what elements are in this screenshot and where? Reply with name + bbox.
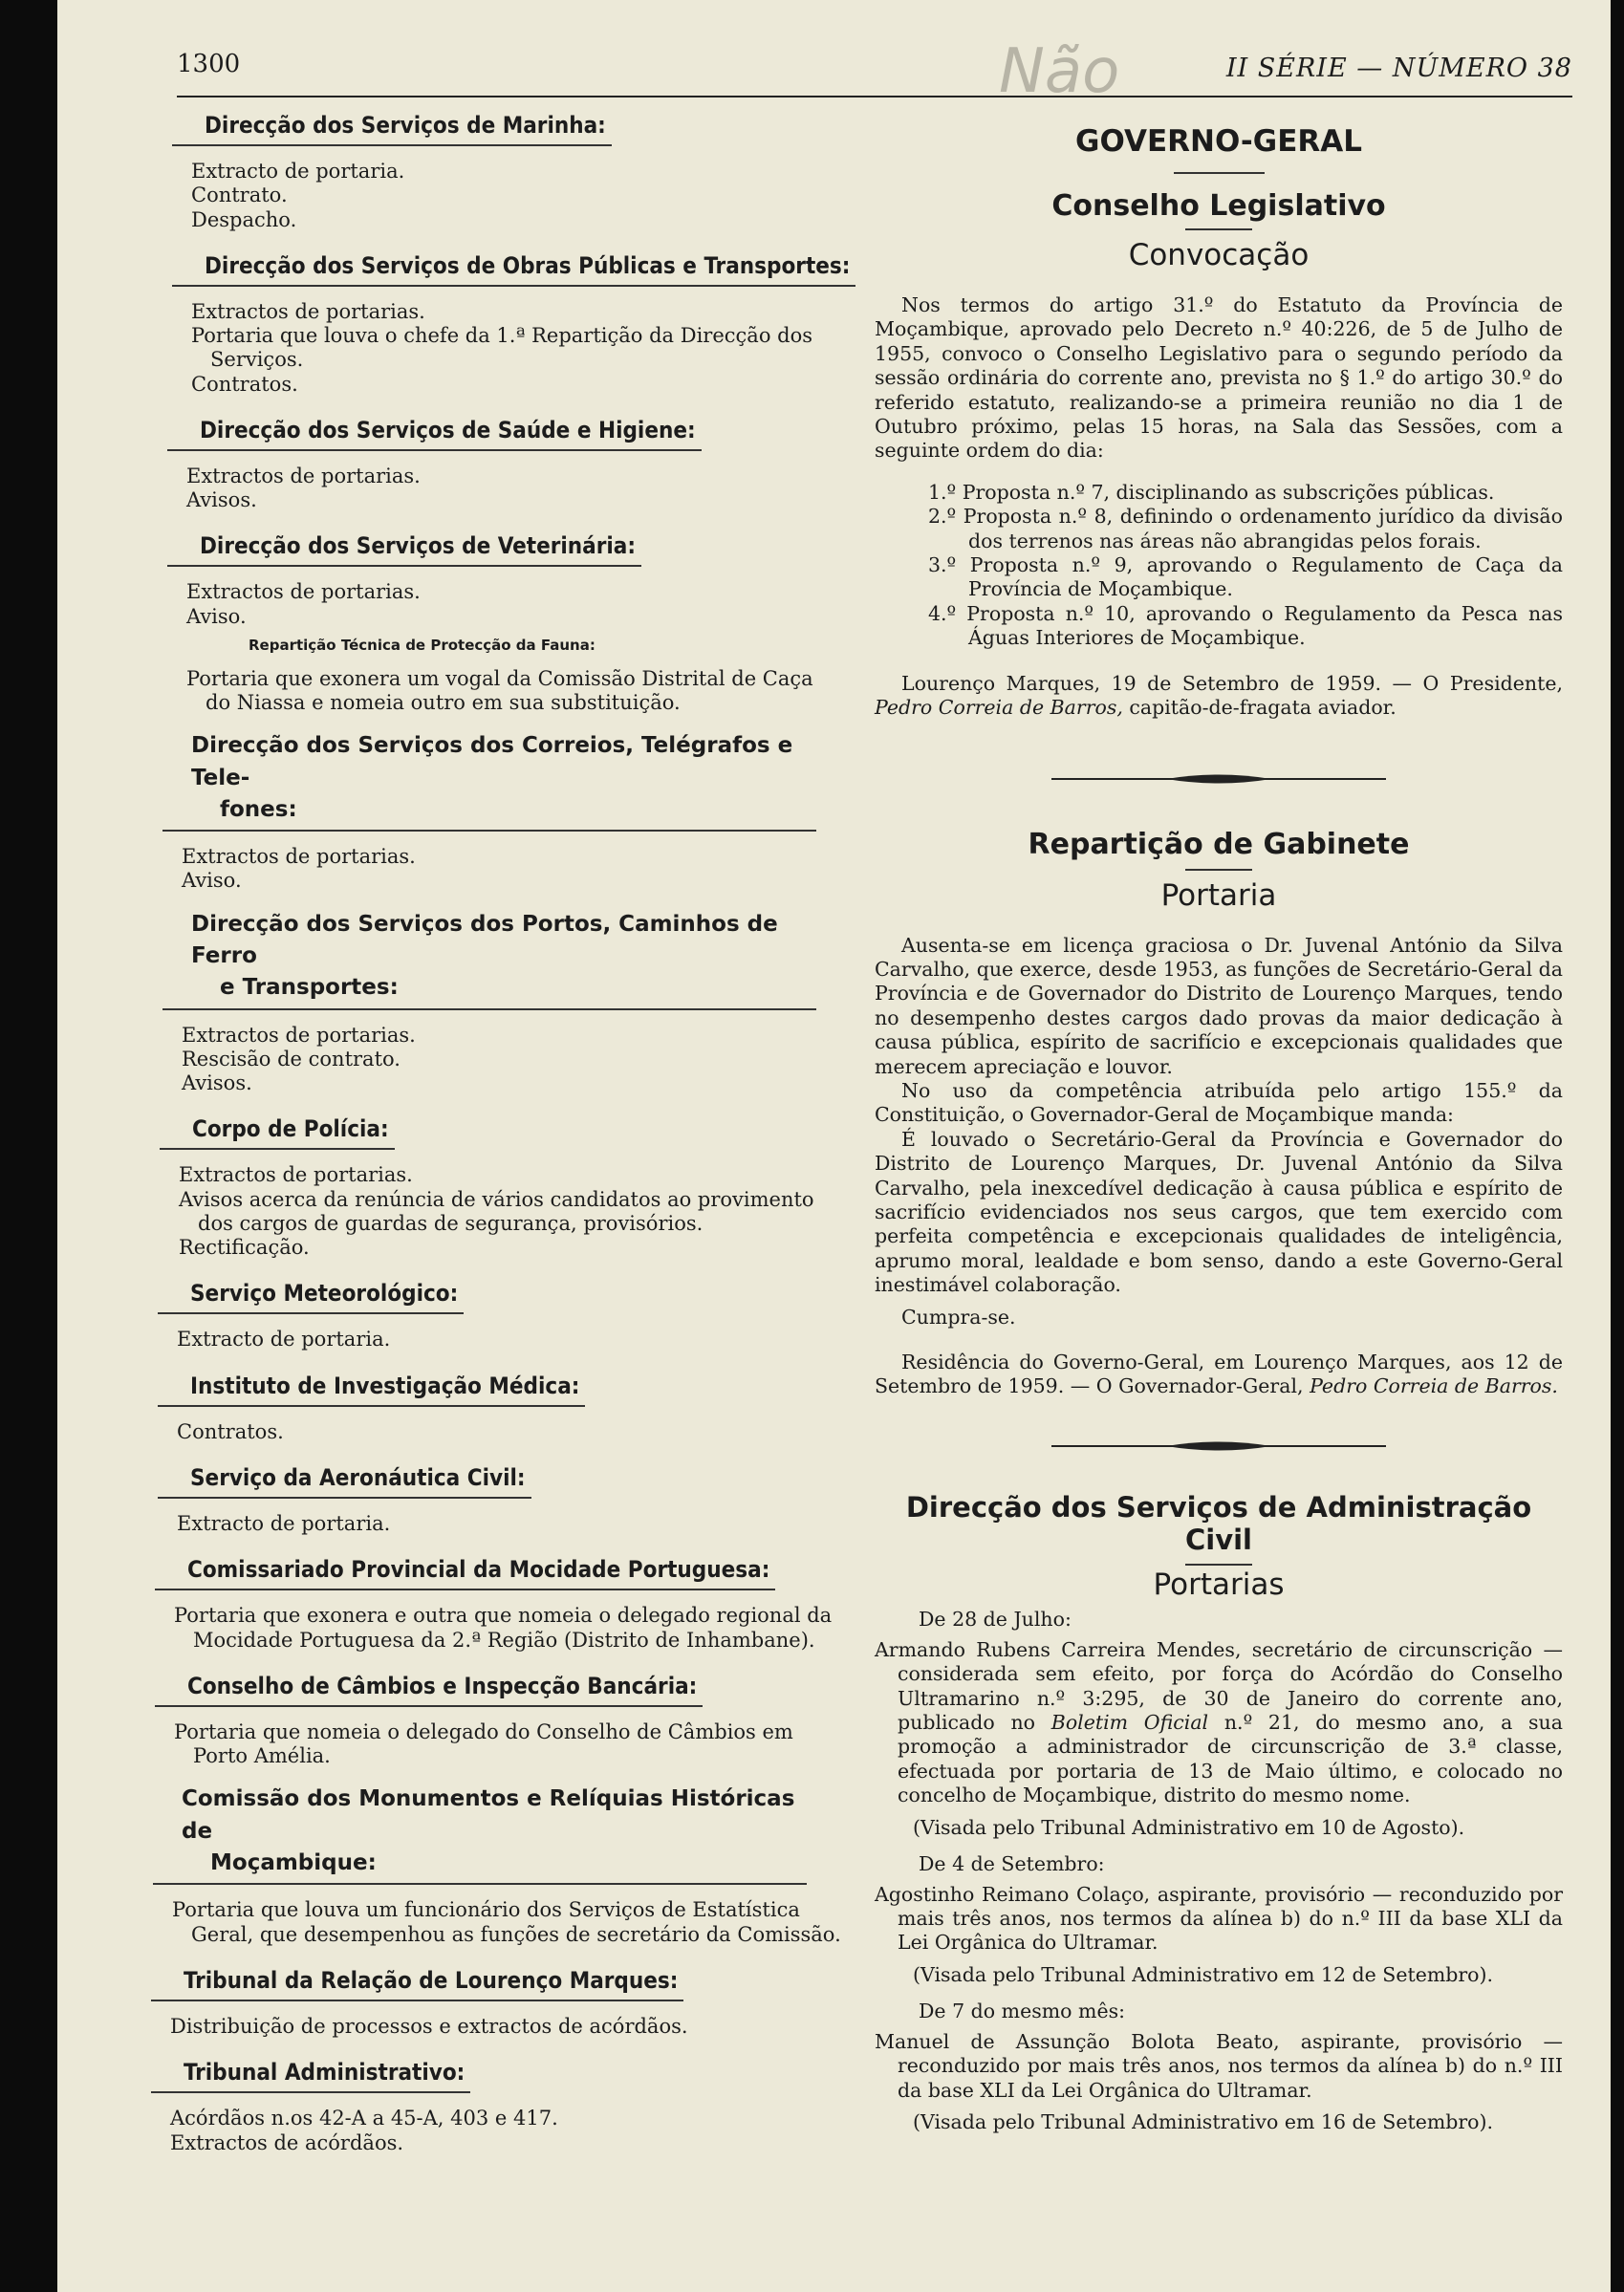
list-item: Extractos de acórdãos.: [170, 2130, 404, 2154]
section-tribunal-administrativo: [151, 2054, 908, 2155]
section-title: [162, 730, 816, 832]
list-item: Extracto de portaria.: [177, 1328, 391, 1351]
list-item: Aviso.: [182, 869, 242, 893]
date-heading: De 4 de Setembro:: [919, 1851, 1105, 1875]
residence-text: Residência do Governo-Geral, em Lourenço Marques, aos 12 de Setembro de 1959. — O Governador-Geral,: [875, 1351, 1563, 1398]
section-saude: [167, 412, 908, 513]
section-title-line1: Direcção dos Serviços dos Portos, Caminhos de Ferro: [191, 911, 778, 968]
list-item: Portaria que nomeia o delegado do Conselho de Câmbios em Porto Amélia.: [174, 1720, 793, 1768]
portaria-subtitle: Portaria: [1160, 877, 1277, 913]
signature-rank: capitão-de-fragata aviador.: [1129, 696, 1397, 720]
section-title: Direcção dos Serviços de Marinha:: [172, 111, 612, 146]
subsection-title: Repartição Técnica de Protecção da Fauna:: [249, 636, 595, 654]
section-title: Comissariado Provincial da Mocidade Portuguesa:: [155, 1555, 775, 1590]
residence-name: Pedro Correia de Barros.: [1310, 1374, 1558, 1398]
page-header: [177, 36, 1572, 107]
signature-place: Lourenço Marques, 19 de Setembro de 1959. — O Presidente,: [901, 671, 1563, 695]
visada-note: (Visada pelo Tribunal Administrativo em 16 de Setembro).: [913, 2110, 1494, 2134]
visada-note: (Visada pelo Tribunal Administrativo em 10 de Agosto).: [913, 1815, 1465, 1839]
list-item: Acórdãos n.os 42-A a 45-A, 403 e 417.: [170, 2107, 558, 2130]
right-column: [875, 107, 1563, 2147]
gabinete-paragraph-2: No uso da competência atribuída pelo artigo 155.º da Constituição, o Governador-Geral de Moçambique manda:: [875, 1078, 1563, 1127]
section-title-line2: fones:: [220, 796, 297, 822]
divider: [1185, 1564, 1252, 1566]
agenda-item: 1.º Proposta n.º 7, disciplinando as subscrições públicas.: [928, 480, 1495, 504]
list-item: Extractos de portarias.: [186, 580, 421, 604]
list-item: Extractos de portarias.: [191, 299, 425, 323]
entry-text: Armando Rubens Carreira Mendes, secretário de circunscrição — considerada sem efeito, por força do Acórdão do Conselho Ultramarino n.º 3:295, de 30 de Janeiro do corrente ano, publicado no: [875, 1637, 1563, 1735]
list-item: Extractos de portarias.: [182, 845, 416, 869]
section-title: Serviço Meteorológico:: [158, 1279, 464, 1314]
section-title-line1: Direcção dos Serviços dos Correios, Telégrafos e Tele-: [191, 733, 793, 790]
list-item: Avisos acerca da renúncia de vários candidatos ao provimento dos cargos de guardas de segurança, provisórios.: [179, 1187, 814, 1235]
list-item: Extractos de portarias.: [186, 464, 421, 487]
convocacao-subtitle: Convocação: [1128, 238, 1310, 272]
section-tribunal-relacao: [151, 1962, 908, 2039]
list-item: Portaria que exonera um vogal da Comissão Distrital de Caça do Niassa e nomeia outro em sua substituição.: [186, 666, 813, 714]
governo-geral-title: GOVERNO-GERAL: [1075, 124, 1362, 159]
ornament-divider: [1051, 1436, 1386, 1457]
list-item: Despacho.: [191, 207, 297, 231]
section-title: [162, 909, 816, 1010]
list-item: Contratos.: [191, 372, 298, 396]
date-heading: De 7 do mesmo mês:: [919, 1999, 1126, 2022]
section-marinha: [172, 107, 908, 232]
section-obras-publicas: [172, 248, 908, 397]
agenda-item: 2.º Proposta n.º 8, definindo o ordenamento jurídico da divisão dos terrenos nas áreas não abrangidas pelos forais.: [928, 505, 1563, 552]
residence-signature: [875, 1351, 1563, 1399]
agenda-list: [875, 481, 1563, 651]
list-item: Extractos de portarias.: [179, 1163, 413, 1187]
list-item: Contrato.: [191, 184, 288, 207]
visada-note: (Visada pelo Tribunal Administrativo em 12 de Setembro).: [913, 1962, 1494, 1986]
convocacao-text: Nos termos do artigo 31.º do Estatuto da Província de Moçambique, aprovado pelo Decreto n.º 40:226, de 5 de Julho de 1955, convoco o Conselho Legislativo para o segundo período da sessão ordinária do corrente ano, prevista no § 1.º do artigo 30.º do referido estatuto, realizando-se a primeira reunião no dia 1 de Outubro próximo, pelas 15 horas, na Sala das Sessões, com a seguinte ordem do dia:: [875, 293, 1563, 463]
list-item: Avisos.: [182, 1071, 252, 1094]
section-mocidade: [155, 1551, 908, 1653]
section-title-line1: Comissão dos Monumentos e Relíquias Históricas de: [182, 1786, 795, 1844]
section-aeronautica: [158, 1460, 908, 1536]
agenda-item: 4.º Proposta n.º 10, aprovando o Regulamento da Pesca nas Águas Interiores de Moçambique.: [928, 601, 1563, 650]
divider: [1185, 228, 1252, 230]
list-item: Aviso.: [186, 604, 247, 628]
section-title: [153, 1784, 807, 1885]
section-cambios: [155, 1668, 908, 1769]
section-title: Direcção dos Serviços de Saúde e Higiene:: [167, 416, 702, 451]
entry-text: n.º 21, do mesmo ano, a sua promoção a administrador de circunscrição de 3.ª classe, efectuada por portaria de 13 de Maio último, e colocado no concelho de Moçambique, distrito do mesmo nome.: [898, 1711, 1563, 1807]
section-title-line2: Moçambique:: [210, 1850, 377, 1876]
section-title: Conselho de Câmbios e Inspecção Bancária:: [155, 1672, 703, 1707]
gabinete-title: Repartição de Gabinete: [1028, 827, 1410, 861]
section-title: Instituto de Investigação Médica:: [158, 1372, 585, 1407]
section-title: Corpo de Polícia:: [160, 1114, 395, 1150]
gabinete-paragraph-3: É louvado o Secretário-Geral da Província e Governador do Distrito de Lourenço Marques, Dr. Juvenal António da Silva Carvalho, pela inexcedível dedicação à causa pública e espírito de sacrifício evidenciados nos seus cargos, que tem exercido com perfeita competência e excepcionais qualidades de inteligência, aprumo moral, lealdade e bom senso, dando a este Governo-Geral inestimável colaboração.: [875, 1127, 1563, 1297]
list-item: Extractos de portarias.: [182, 1023, 416, 1047]
section-title: Direcção dos Serviços de Veterinária:: [167, 531, 641, 567]
list-item: Portaria que louva o chefe da 1.ª Repartição da Direcção dos Serviços.: [191, 324, 812, 372]
section-meteorologico: [158, 1275, 908, 1351]
list-item: Portaria que exonera e outra que nomeia o delegado regional da Mocidade Portuguesa da 2.ª Região (Distrito de Inhambane).: [174, 1604, 833, 1652]
divider: [1174, 172, 1265, 174]
section-correios: [162, 730, 908, 893]
section-title: Serviço da Aeronáutica Civil:: [158, 1463, 531, 1499]
left-column: [143, 107, 908, 2171]
signature: [875, 672, 1563, 721]
list-item: Extracto de portaria.: [191, 160, 405, 184]
gabinete-paragraph-1: Ausenta-se em licença graciosa o Dr. Juvenal António da Silva Carvalho, que exerce, desde 1953, as funções de Secretário-Geral da Província e de Governador do Distrito de Lourenço Marques, tendo no desempenho destes cargos dado provas da maior dedicação à causa pública, espírito de sacrifício e excepcionais qualidades que merecem apreciação e louvor.: [875, 933, 1563, 1078]
entry-colaco: Agostinho Reimano Colaço, aspirante, provisório — reconduzido por mais três anos, nos termos da alínea b) do n.º III da base XLI da Lei Orgânica do Ultramar.: [875, 1882, 1563, 1955]
list-item: Avisos.: [186, 488, 257, 512]
cumpra-se: Cumpra-se.: [901, 1305, 1016, 1329]
section-title-line2: e Transportes:: [220, 975, 399, 1001]
admin-title: Direcção dos Serviços de Administração Civil: [905, 1490, 1532, 1556]
list-item: Portaria que louva um funcionário dos Serviços de Estatística Geral, que desempenhou as funções de secretário da Comissão.: [172, 1898, 841, 1946]
gazette-page: [57, 0, 1611, 2292]
section-portos: [162, 909, 908, 1096]
ornament-divider: [1051, 768, 1386, 789]
section-veterinaria: [167, 528, 908, 715]
section-monumentos: [153, 1784, 908, 1946]
section-title: Tribunal da Relação de Lourenço Marques:: [151, 1966, 683, 2001]
divider: [1185, 869, 1252, 871]
section-policia: [160, 1111, 908, 1260]
list-item: Extracto de portaria.: [177, 1512, 391, 1536]
date-heading: De 28 de Julho:: [919, 1607, 1072, 1631]
list-item: Distribuição de processos e extractos de acórdãos.: [170, 2014, 688, 2038]
conselho-title: Conselho Legislativo: [1051, 189, 1386, 223]
agenda-item: 3.º Proposta n.º 9, aprovando o Regulamento de Caça da Província de Moçambique.: [928, 553, 1563, 601]
list-item: Rectificação.: [179, 1235, 310, 1259]
list-item: Rescisão de contrato.: [182, 1047, 401, 1070]
section-title: Tribunal Administrativo:: [151, 2058, 470, 2093]
handwritten-note: Não: [999, 36, 1120, 107]
section-investigacao-medica: [158, 1368, 908, 1444]
list-item: Contratos.: [177, 1419, 284, 1443]
entry-beato: Manuel de Assunção Bolota Beato, aspirante, provisório — reconduzido por mais três anos, nos termos da alínea b) do n.º III da base XLI da Lei Orgânica do Ultramar.: [875, 2029, 1563, 2102]
entry-mendes: [875, 1638, 1563, 1808]
portarias-subtitle: Portarias: [1153, 1567, 1285, 1602]
section-title: Direcção dos Serviços de Obras Públicas e Transportes:: [172, 251, 855, 287]
entry-italic: Boletim Oficial: [1050, 1711, 1209, 1735]
page-number: 1300: [177, 50, 241, 78]
series-number: II SÉRIE — NÚMERO 38: [1225, 54, 1572, 83]
signature-name: Pedro Correia de Barros,: [875, 696, 1123, 720]
